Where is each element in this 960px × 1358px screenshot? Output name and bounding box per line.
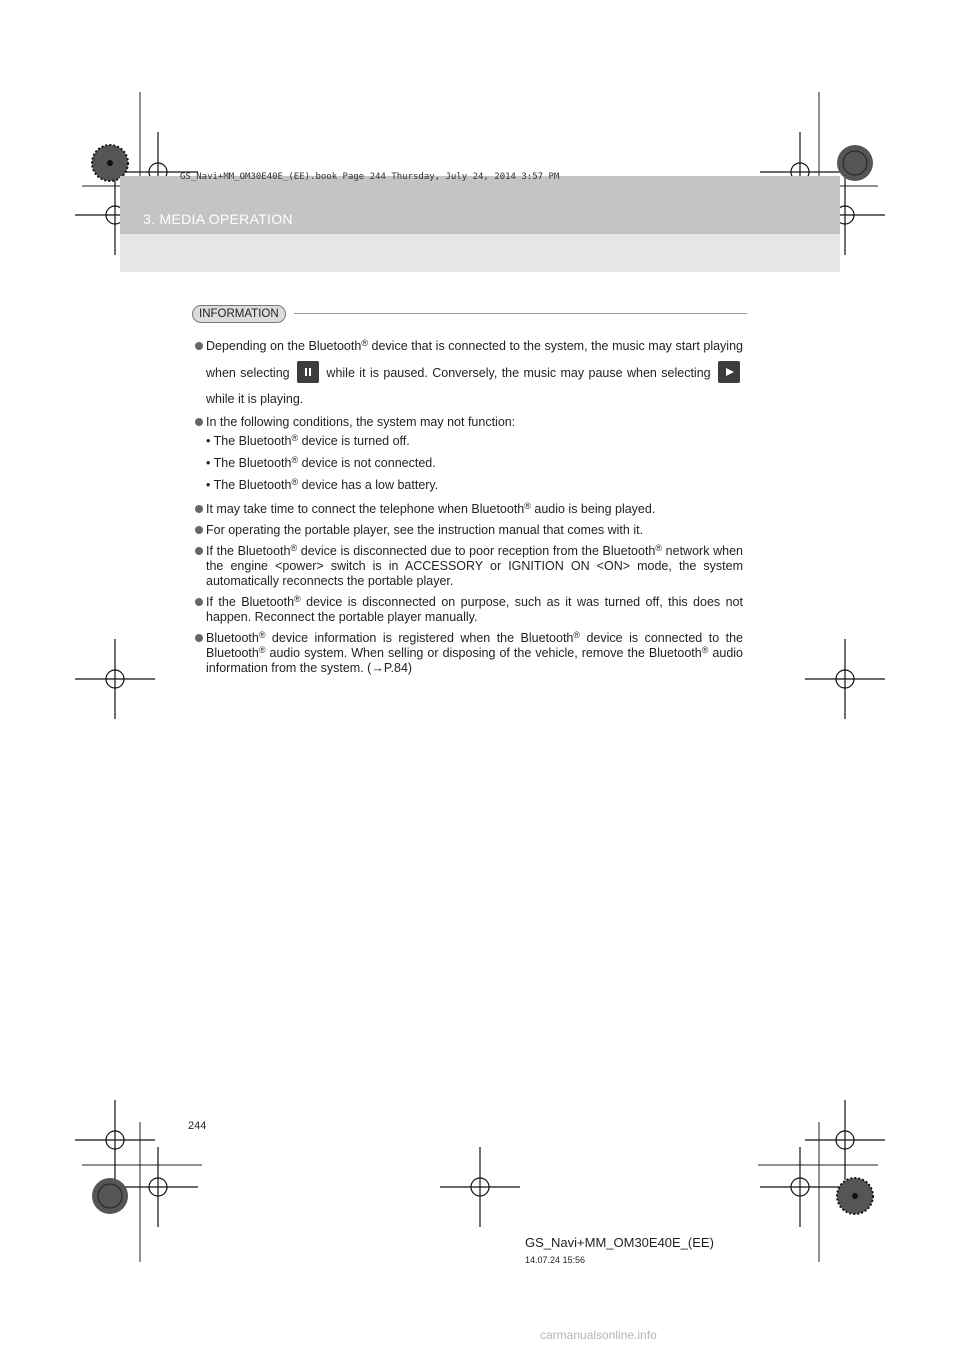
- bullet-portable-player: For operating the portable player, see the instruction manual that comes with it.: [195, 523, 743, 538]
- registered-mark: ®: [290, 542, 298, 553]
- registered-mark: ®: [291, 476, 299, 487]
- watermark: carmanualsonline.info: [540, 1328, 657, 1342]
- registered-mark: ®: [701, 644, 709, 655]
- sub-item: • The Bluetooth® device is not connected.: [206, 454, 436, 470]
- sub-item: • The Bluetooth® device is turned off.: [206, 432, 410, 448]
- footer-date: 14.07.24 15:56: [525, 1255, 586, 1265]
- play-icon: [718, 361, 740, 383]
- footer-code: GS_Navi+MM_OM30E40E_(EE): [525, 1235, 714, 1250]
- bullet-telephone: It may take time to connect the telephone when Bluetooth® audio is being played.: [195, 502, 743, 517]
- pause-icon: [297, 361, 319, 383]
- information-content: [195, 333, 743, 682]
- bullet-play-pause: Depending on the Bluetooth® device that is connected to the system, the music may start playing when selecting while it is paused. Conversely, the music may pause when selecting while it is playing.: [195, 333, 743, 413]
- information-label: INFORMATION: [192, 305, 286, 323]
- bullet-conditions: In the following conditions, the system may not function:: [195, 415, 743, 430]
- book-info: GS_Navi+MM_OM30E40E_(EE).book Page 244 Thursday, July 24, 2014 3:57 PM: [180, 172, 560, 182]
- bullet-reconnect-auto: If the Bluetooth® device is disconnected due to poor reception from the Bluetooth® network when the engine <power> switch is in ACCESSORY or IGNITION ON <ON> mode, the system automatically reconnects the portable player.: [195, 544, 743, 589]
- bullet-reconnect-manual: If the Bluetooth® device is disconnected on purpose, such as it was turned off, this does not happen. Reconnect the portable player manually.: [195, 595, 743, 625]
- registered-mark: ®: [655, 542, 663, 553]
- sub-item: • The Bluetooth® device has a low battery.: [206, 476, 439, 492]
- registered-mark: ®: [291, 454, 299, 465]
- bullet-device-information: Bluetooth® device information is registered when the Bluetooth® device is connected to the Bluetooth® audio system. When selling or disposing of the vehicle, remove the Bluetooth® audio information from the system. (→P.84): [195, 631, 743, 676]
- registered-mark: ®: [258, 644, 266, 655]
- registered-mark: ®: [361, 338, 368, 348]
- information-rule: [294, 313, 747, 314]
- page-number: 244: [188, 1120, 207, 1132]
- registered-mark: ®: [291, 432, 299, 443]
- registered-mark: ®: [258, 629, 266, 640]
- registered-mark: ®: [524, 500, 531, 511]
- registered-mark: ®: [573, 629, 581, 640]
- registered-mark: ®: [294, 593, 301, 604]
- section-title: 3. MEDIA OPERATION: [143, 211, 293, 227]
